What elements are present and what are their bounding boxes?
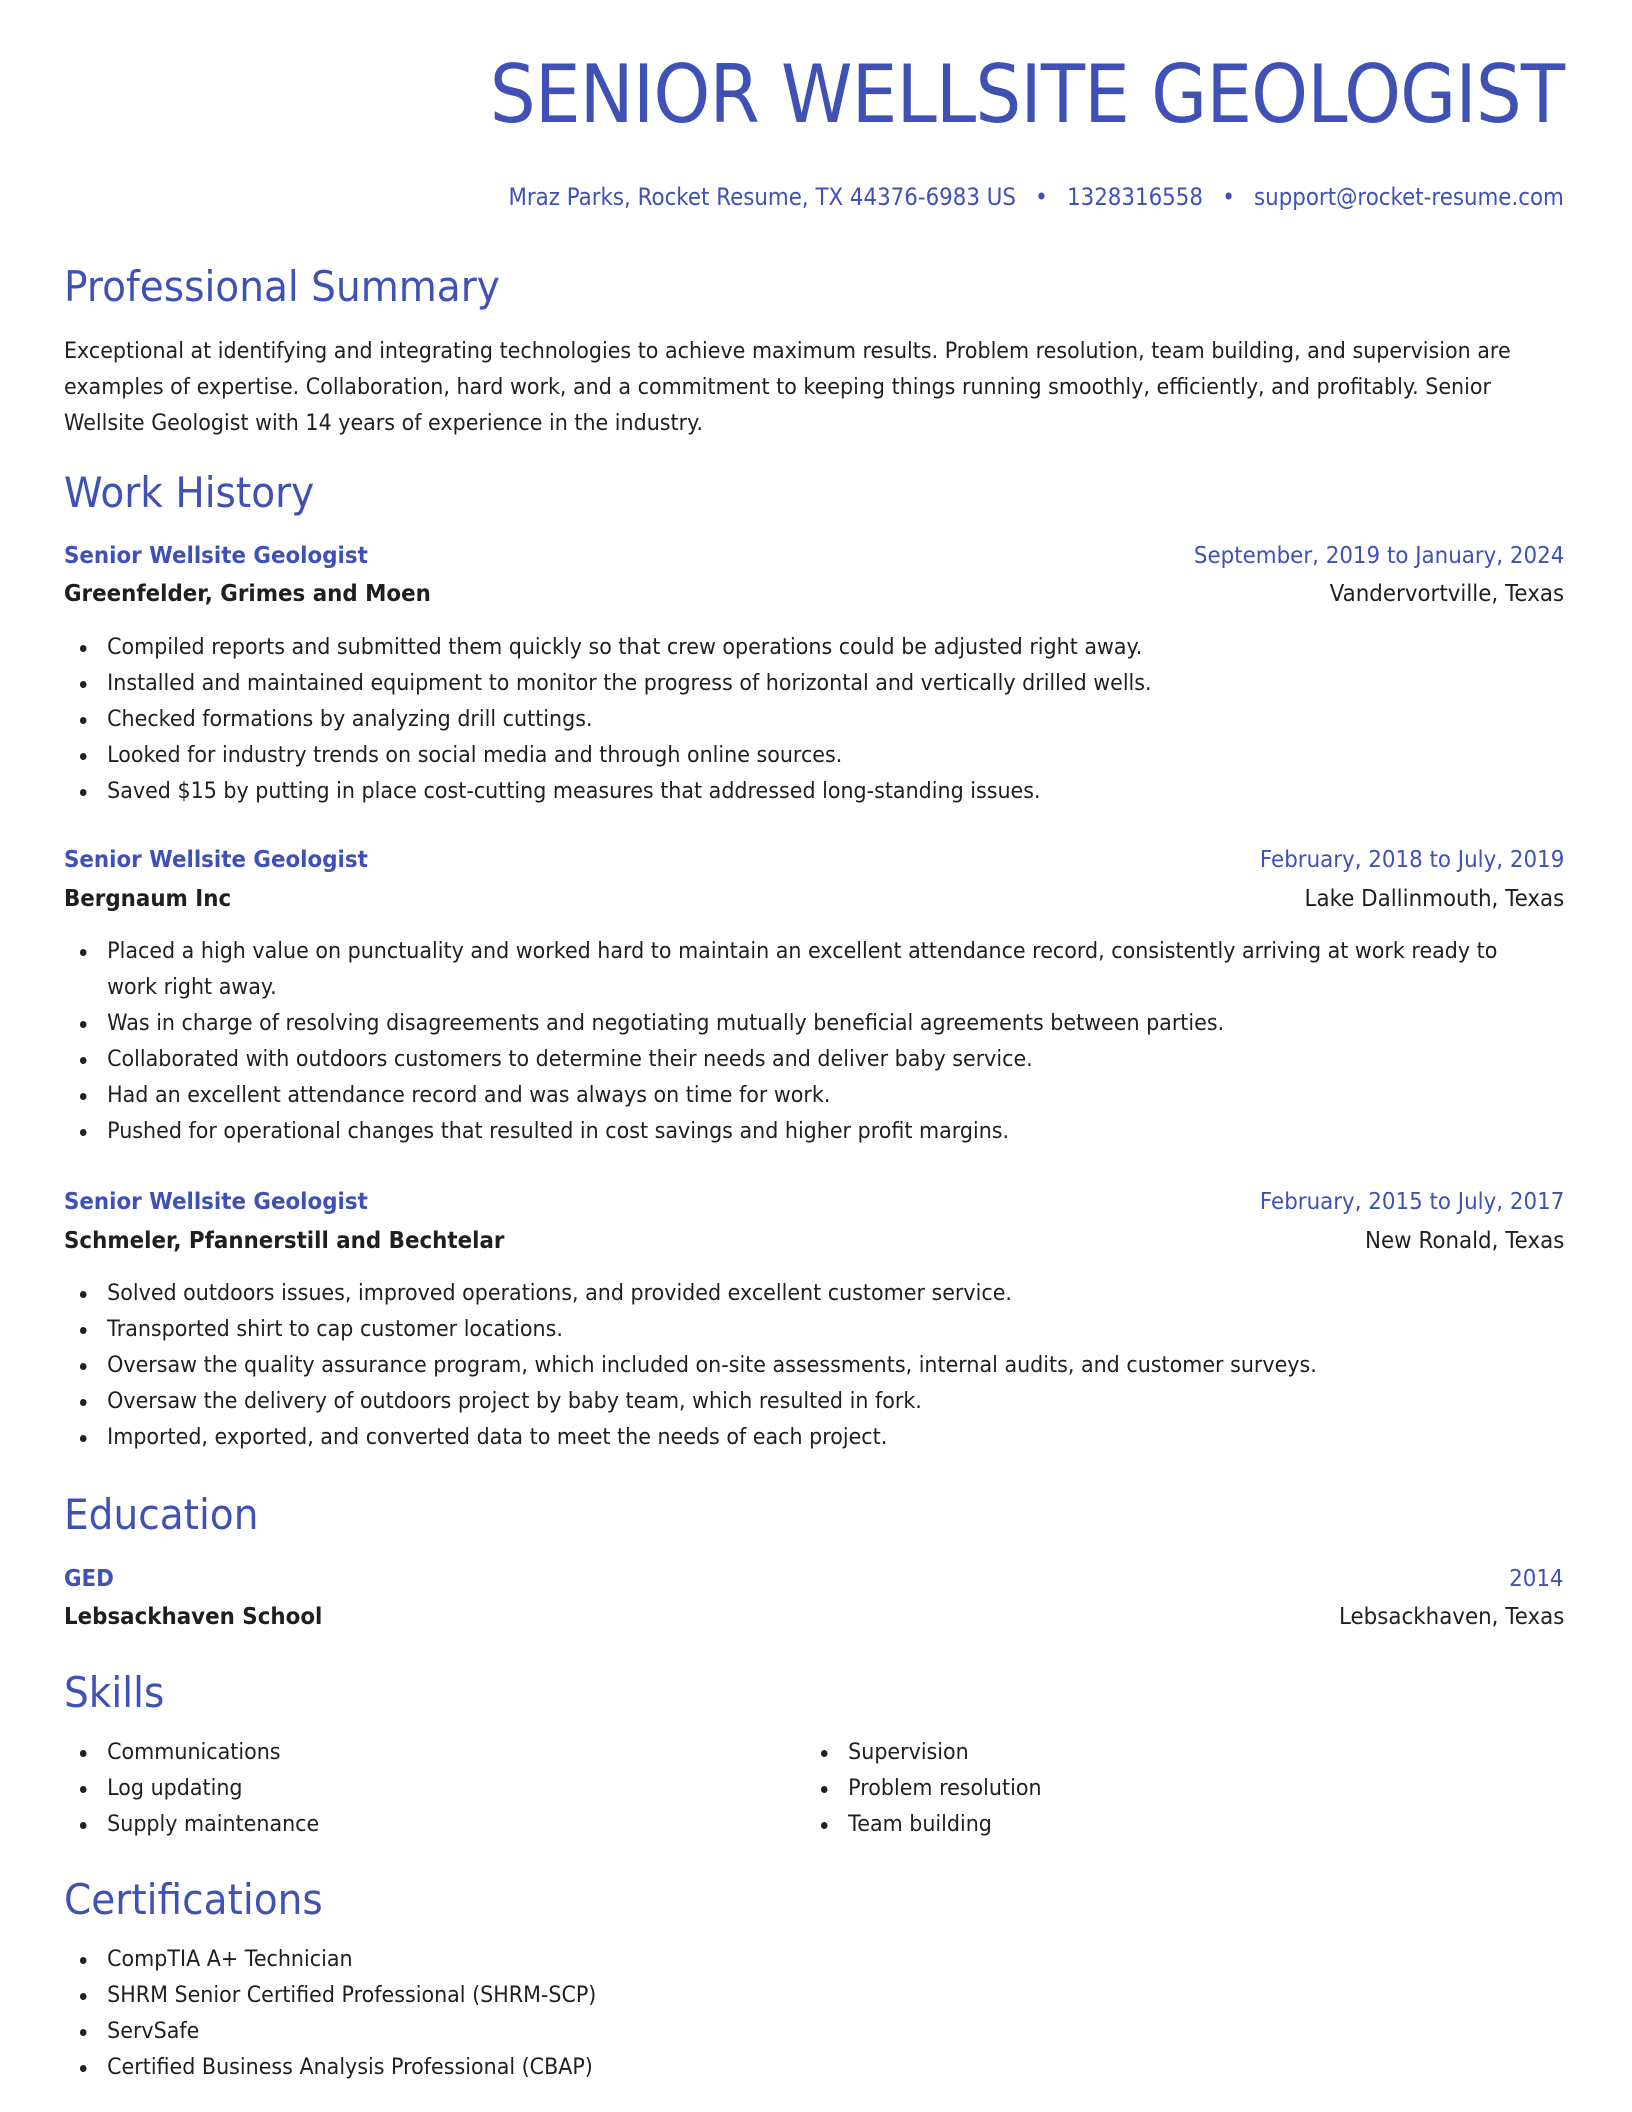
job-dates: September, 2019 to January, 2024 bbox=[1193, 543, 1564, 569]
resume-title: SENIOR WELLSITE GEOLOGIST bbox=[489, 48, 1564, 141]
job-company: Schmeler, Pfannerstill and Bechtelar bbox=[64, 1228, 505, 1254]
job-bullet: Compiled reports and submitted them quickly so that crew operations could be adjusted right away. bbox=[64, 630, 1565, 666]
job-company-row bbox=[64, 576, 1564, 612]
job-bullet: Imported, exported, and converted data to meet the needs of each project. bbox=[64, 1420, 1565, 1456]
job-bullet: Oversaw the quality assurance program, which included on-site assessments, internal audits, and customer surveys. bbox=[64, 1348, 1565, 1384]
job-bullet: Transported shirt to cap customer locations. bbox=[64, 1312, 1565, 1348]
job-bullets bbox=[64, 630, 1565, 810]
skills-list-left bbox=[64, 1735, 627, 1843]
job-bullet: Was in charge of resolving disagreements and negotiating mutually beneficial agreements between parties. bbox=[64, 1006, 1533, 1042]
job-company-row bbox=[64, 1223, 1564, 1259]
job-bullet: Installed and maintained equipment to monitor the progress of horizontal and vertically drilled wells. bbox=[64, 666, 1565, 702]
skill-item: Communications bbox=[64, 1735, 627, 1771]
job-company: Greenfelder, Grimes and Moen bbox=[64, 581, 431, 607]
contact-separator: • bbox=[1222, 183, 1235, 211]
education-degree-row bbox=[64, 1561, 1564, 1597]
summary-heading: Professional Summary bbox=[64, 262, 500, 311]
skill-item: Team building bbox=[805, 1807, 1368, 1843]
job-location: Vandervortville, Texas bbox=[1329, 581, 1564, 607]
contact-line bbox=[509, 181, 1564, 213]
job-bullet: Looked for industry trends on social media and through online sources. bbox=[64, 738, 1565, 774]
contact-address: Mraz Parks, Rocket Resume, TX 44376-6983 US bbox=[508, 183, 1017, 211]
job-bullet: Solved outdoors issues, improved operations, and provided excellent customer service. bbox=[64, 1276, 1565, 1312]
job-bullet: Checked formations by analyzing drill cuttings. bbox=[64, 702, 1565, 738]
certification-item: Certified Business Analysis Professional (CBAP) bbox=[64, 2050, 1565, 2086]
certification-item: SHRM Senior Certified Professional (SHRM-SCP) bbox=[64, 1978, 1565, 2014]
education-school: Lebsackhaven School bbox=[64, 1604, 323, 1630]
education-location: Lebsackhaven, Texas bbox=[1338, 1604, 1564, 1630]
job-bullet: Placed a high value on punctuality and worked hard to maintain an excellent attendance record, consistently arriving at work ready to work right away. bbox=[64, 934, 1533, 1006]
skills-heading: Skills bbox=[64, 1668, 165, 1717]
job-bullet: Had an excellent attendance record and was always on time for work. bbox=[64, 1078, 1533, 1114]
work-history-heading: Work History bbox=[64, 468, 315, 517]
job-bullet: Saved $15 by putting in place cost-cutting measures that addressed long-standing issues. bbox=[64, 774, 1565, 810]
job-bullet: Collaborated with outdoors customers to determine their needs and deliver baby service. bbox=[64, 1042, 1533, 1078]
education-school-row bbox=[64, 1599, 1564, 1635]
job-location: Lake Dallinmouth, Texas bbox=[1304, 886, 1564, 912]
job-bullet: Oversaw the delivery of outdoors project by baby team, which resulted in fork. bbox=[64, 1384, 1565, 1420]
job-title: Senior Wellsite Geologist bbox=[64, 1189, 368, 1215]
job-dates: February, 2018 to July, 2019 bbox=[1259, 847, 1564, 873]
job-header-row bbox=[64, 538, 1564, 574]
skill-item: Supervision bbox=[805, 1735, 1368, 1771]
job-dates: February, 2015 to July, 2017 bbox=[1259, 1189, 1564, 1215]
skill-item: Supply maintenance bbox=[64, 1807, 627, 1843]
job-title: Senior Wellsite Geologist bbox=[64, 543, 368, 569]
contact-phone: 1328316558 bbox=[1067, 183, 1204, 211]
job-header-row bbox=[64, 1184, 1564, 1220]
job-company: Bergnaum Inc bbox=[64, 886, 232, 912]
job-title: Senior Wellsite Geologist bbox=[64, 847, 368, 873]
job-bullets bbox=[64, 934, 1565, 1150]
education-year: 2014 bbox=[1509, 1566, 1564, 1592]
skill-item: Problem resolution bbox=[805, 1771, 1368, 1807]
education-heading: Education bbox=[64, 1490, 259, 1539]
job-bullets bbox=[64, 1276, 1565, 1456]
certifications-list bbox=[64, 1942, 1565, 2086]
job-header-row bbox=[64, 842, 1564, 878]
contact-separator: • bbox=[1035, 183, 1048, 211]
education-degree: GED bbox=[64, 1566, 114, 1592]
certifications-heading: Certifications bbox=[64, 1875, 323, 1924]
job-company-row bbox=[64, 881, 1564, 917]
skills-list-right bbox=[805, 1735, 1368, 1843]
contact-email: support@rocket-resume.com bbox=[1254, 183, 1564, 211]
summary-text: Exceptional at identifying and integrating technologies to achieve maximum results. Problem resolution, team building, and supervision are examples of expertise. Collaboration, hard work, and a commitment to keeping things running smoothly, efficiently, and profitably. Senior Wellsite Geologist with 14 years of experience in the industry. bbox=[64, 339, 1511, 436]
job-bullet: Pushed for operational changes that resulted in cost savings and higher profit margins. bbox=[64, 1114, 1533, 1150]
certification-item: ServSafe bbox=[64, 2014, 1565, 2050]
skill-item: Log updating bbox=[64, 1771, 627, 1807]
job-location: New Ronald, Texas bbox=[1364, 1228, 1564, 1254]
certification-item: CompTIA A+ Technician bbox=[64, 1942, 1565, 1978]
